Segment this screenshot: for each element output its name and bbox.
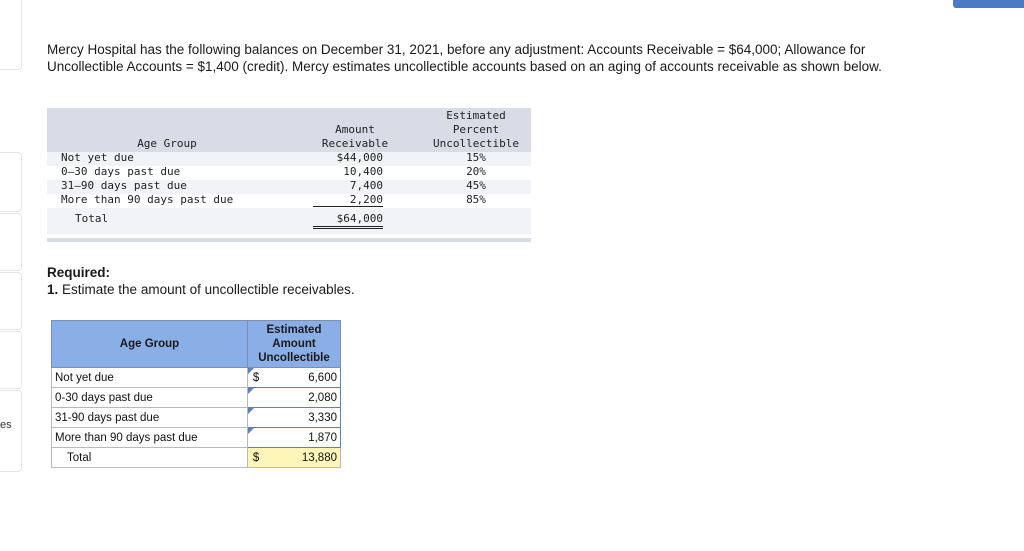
aging-row-amount: 10,400 bbox=[343, 165, 383, 178]
answer-total-value: 13,880 bbox=[264, 448, 340, 468]
aging-schedule bbox=[47, 108, 531, 234]
answer-header-estimated bbox=[248, 321, 341, 368]
answer-header-line: Uncollectible bbox=[258, 352, 330, 364]
aging-header-pct-1: Estimated bbox=[446, 109, 506, 122]
table-row bbox=[52, 428, 341, 448]
aging-total-label: Total bbox=[75, 212, 109, 225]
answer-input-over-90-days[interactable]: 1,870 bbox=[264, 428, 340, 448]
required-heading: Required: bbox=[47, 265, 111, 280]
answer-input-0-30-days[interactable]: 2,080 bbox=[264, 388, 340, 408]
answer-row-label: 31-90 days past due bbox=[52, 408, 248, 428]
side-panel-card-1[interactable] bbox=[0, 0, 22, 70]
answer-row-currency[interactable] bbox=[248, 428, 265, 448]
top-action-button[interactable] bbox=[953, 0, 1024, 8]
required-number: 1. bbox=[47, 281, 59, 297]
answer-row-label: More than 90 days past due bbox=[52, 428, 248, 448]
answer-input-31-90-days[interactable]: 3,330 bbox=[264, 408, 340, 428]
side-panel-card-3[interactable] bbox=[0, 213, 22, 271]
answer-row-label: Not yet due bbox=[52, 368, 248, 388]
aging-row-pct: 45% bbox=[466, 179, 486, 192]
table-row bbox=[52, 408, 341, 428]
currency-symbol: $ bbox=[252, 371, 260, 384]
required-text: Estimate the amount of uncollectible receivables. bbox=[62, 281, 355, 297]
aging-row-group: 31–90 days past due bbox=[61, 179, 187, 192]
input-flag-icon bbox=[248, 408, 254, 414]
input-flag-icon bbox=[248, 388, 254, 394]
answer-header-line: Amount bbox=[272, 338, 316, 350]
table-row bbox=[52, 368, 341, 388]
side-panel-card-6[interactable] bbox=[0, 390, 22, 472]
answer-table bbox=[51, 320, 341, 468]
input-flag-icon bbox=[248, 428, 254, 434]
side-panel-label: es bbox=[0, 419, 12, 431]
aging-header-pct-3: Uncollectible bbox=[432, 137, 520, 150]
aging-header-pct-2: Percent bbox=[452, 123, 500, 136]
aging-header-age-group: Age Group bbox=[137, 137, 197, 150]
answer-row-currency[interactable] bbox=[248, 408, 265, 428]
input-flag-icon bbox=[248, 368, 254, 374]
answer-input-not-yet-due[interactable]: 6,600 bbox=[264, 368, 340, 388]
aging-divider bbox=[47, 238, 531, 242]
answer-row-currency[interactable] bbox=[248, 368, 265, 388]
table-row bbox=[52, 388, 341, 408]
aging-total-amount: $64,000 bbox=[313, 212, 383, 229]
aging-row-pct: 20% bbox=[466, 165, 486, 178]
aging-row-amount: 2,200 bbox=[313, 193, 383, 207]
side-panel-card-5[interactable] bbox=[0, 331, 22, 389]
answer-header-line: Estimated bbox=[266, 324, 322, 336]
aging-row-group: More than 90 days past due bbox=[61, 193, 234, 206]
aging-row-amount: 7,400 bbox=[349, 179, 383, 192]
aging-row-group: Not yet due bbox=[61, 151, 134, 164]
answer-total-currency: $ bbox=[248, 448, 265, 468]
aging-row-pct: 85% bbox=[466, 193, 486, 206]
aging-row-amount: $44,000 bbox=[336, 151, 383, 164]
required-section bbox=[47, 265, 355, 298]
table-row bbox=[52, 448, 341, 468]
answer-total-label: Total bbox=[52, 448, 248, 468]
aging-header-amount-2: Receivable bbox=[321, 137, 389, 150]
side-panel-card-2[interactable] bbox=[0, 152, 22, 212]
aging-header-amount-1: Amount bbox=[335, 123, 375, 136]
answer-row-currency[interactable] bbox=[248, 388, 265, 408]
aging-row-pct: 15% bbox=[466, 151, 486, 164]
answer-row-label: 0-30 days past due bbox=[52, 388, 248, 408]
aging-row-group: 0–30 days past due bbox=[61, 165, 181, 178]
side-panel-card-4[interactable] bbox=[0, 272, 22, 330]
problem-intro: Mercy Hospital has the following balances on December 31, 2021, before any adjustment: Accounts Receivable = $64,000; Allowance for Uncollectible Accounts = $1,400 (credit). Mercy estimates uncollectible accounts based on an aging of accounts receivable as shown below. bbox=[47, 42, 882, 74]
answer-header-age-group: Age Group bbox=[52, 321, 248, 368]
